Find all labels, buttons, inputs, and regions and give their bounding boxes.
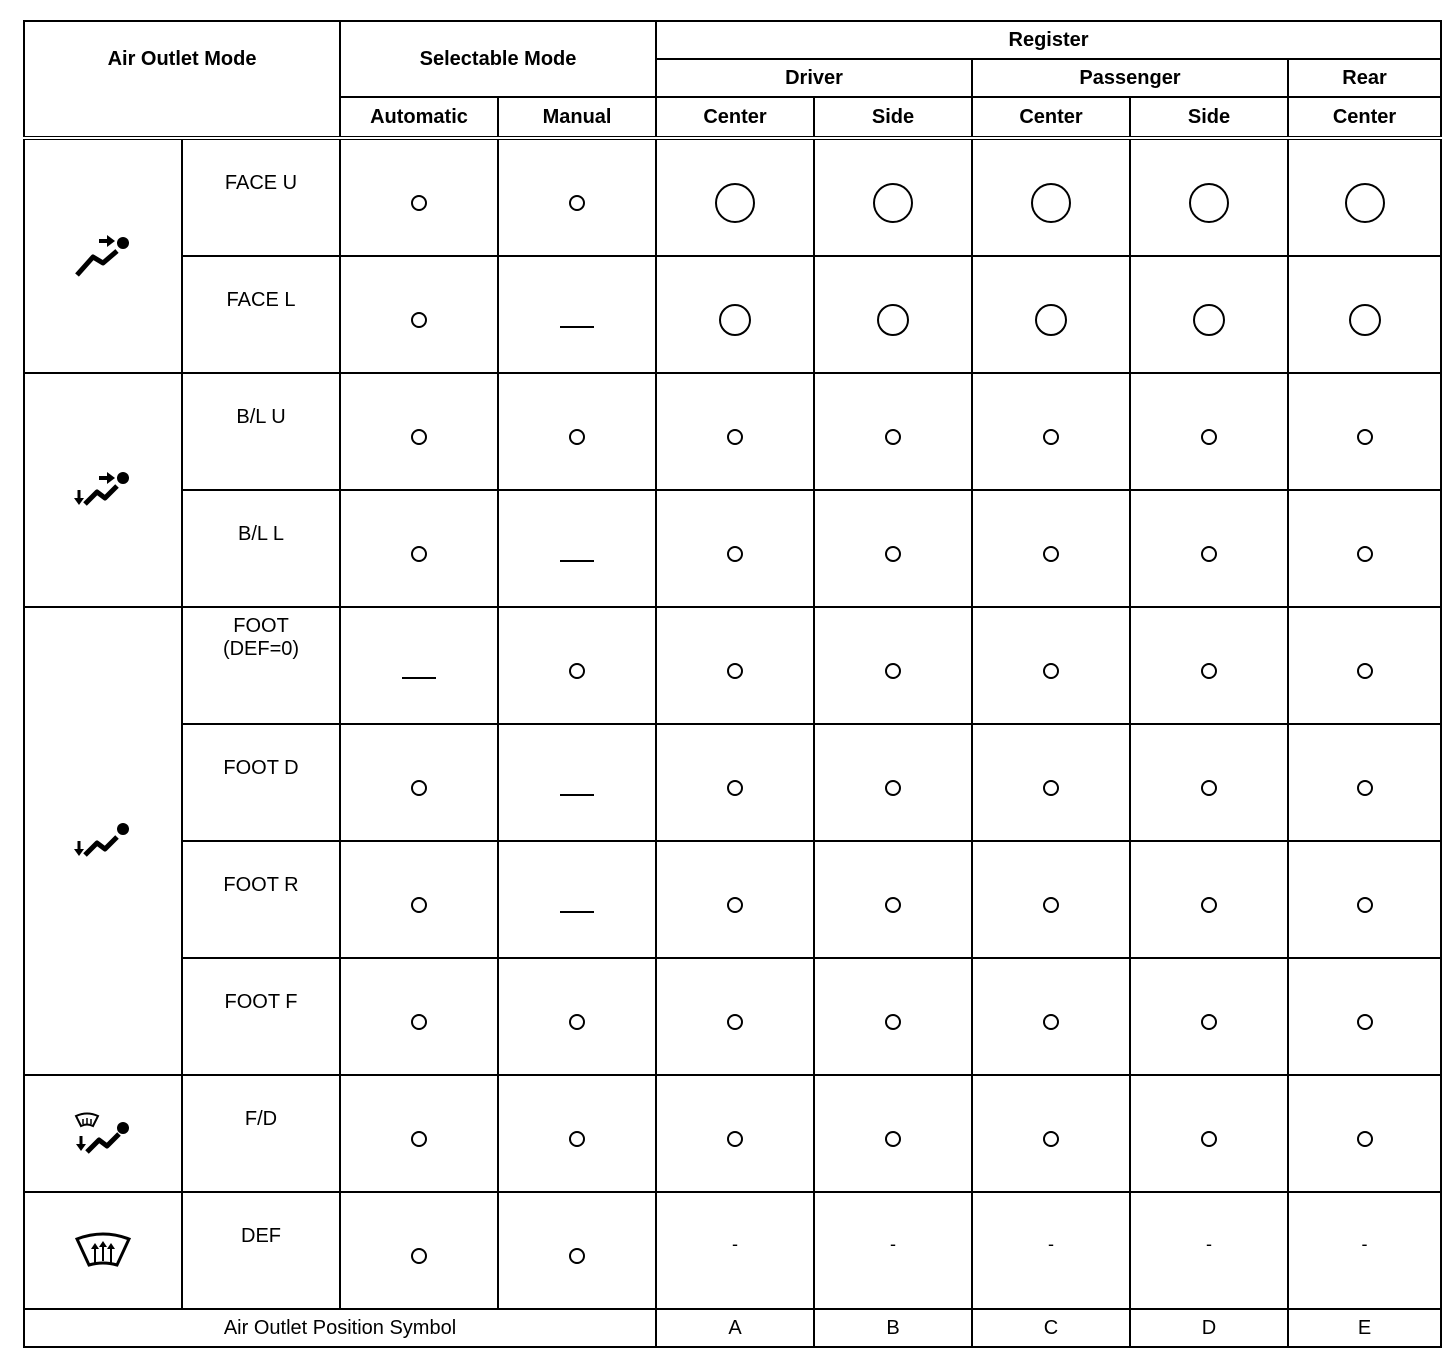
dash-symbol (402, 677, 436, 679)
small-circle-symbol (569, 1131, 585, 1147)
small-circle-symbol (885, 429, 901, 445)
small-circle-symbol (411, 1248, 427, 1264)
small-circle-symbol (727, 663, 743, 679)
cell (656, 841, 814, 958)
cell (1130, 373, 1288, 490)
cell (498, 1192, 656, 1309)
cell (972, 958, 1130, 1075)
cell (656, 1192, 814, 1309)
cell (814, 138, 972, 256)
cell (1288, 138, 1441, 256)
header-driver-center: Center (656, 97, 814, 138)
cell (656, 1075, 814, 1192)
header-air-outlet-mode: Air Outlet Mode (24, 21, 340, 97)
cell (972, 1075, 1130, 1192)
cell (814, 373, 972, 490)
cell (814, 1192, 972, 1309)
cell (972, 256, 1130, 373)
cell (814, 724, 972, 841)
header-driver: Driver (656, 59, 972, 97)
cell (1130, 607, 1288, 724)
cell (340, 841, 498, 958)
mode-label: FOOT R (182, 841, 340, 958)
table-row (24, 958, 1441, 1075)
cell (1288, 373, 1441, 490)
cell (656, 607, 814, 724)
table-row (24, 256, 1441, 373)
not-applicable-symbol: - (1361, 1234, 1368, 1254)
dash-symbol (560, 794, 594, 796)
cell (1130, 1192, 1288, 1309)
cell (814, 607, 972, 724)
mode-label-line2: (DEF=0) (222, 637, 300, 660)
cell (656, 256, 814, 373)
cell (498, 490, 656, 607)
small-circle-symbol (411, 546, 427, 562)
foot-defrost-icon (24, 1075, 182, 1192)
small-circle-symbol (727, 897, 743, 913)
cell (498, 607, 656, 724)
small-circle-symbol (1043, 429, 1059, 445)
small-circle-symbol (569, 429, 585, 445)
position-symbol: E (1288, 1309, 1441, 1347)
small-circle-symbol (885, 663, 901, 679)
position-symbol: D (1130, 1309, 1288, 1347)
small-circle-symbol (569, 663, 585, 679)
header-passenger-side: Side (1130, 97, 1288, 138)
large-circle-symbol (877, 304, 909, 336)
not-applicable-symbol: - (1206, 1234, 1213, 1254)
cell (814, 1075, 972, 1192)
cell (656, 490, 814, 607)
cell (1288, 1192, 1441, 1309)
small-circle-symbol (411, 195, 427, 211)
header-automatic: Automatic (340, 97, 498, 138)
small-circle-symbol (1043, 1131, 1059, 1147)
cell (498, 1075, 656, 1192)
small-circle-symbol (1357, 429, 1373, 445)
cell (814, 490, 972, 607)
dash-symbol (560, 911, 594, 913)
mode-label: B/L U (182, 373, 340, 490)
small-circle-symbol (727, 780, 743, 796)
cell (972, 373, 1130, 490)
cell (1288, 1075, 1441, 1192)
cell (972, 724, 1130, 841)
cell (340, 958, 498, 1075)
header-selectable-mode: Selectable Mode (340, 21, 656, 97)
mode-label-line1: FOOT (233, 614, 289, 637)
cell (340, 724, 498, 841)
small-circle-symbol (411, 1131, 427, 1147)
mode-label: B/L L (182, 490, 340, 607)
large-circle-symbol (1031, 183, 1071, 223)
table-row (24, 607, 1441, 724)
table-row (24, 841, 1441, 958)
cell (1130, 490, 1288, 607)
cell (1288, 607, 1441, 724)
position-symbol-label: Air Outlet Position Symbol (24, 1309, 656, 1347)
small-circle-symbol (1357, 1014, 1373, 1030)
cell (498, 841, 656, 958)
large-circle-symbol (715, 183, 755, 223)
header-rear-center: Center (1288, 97, 1441, 138)
cell (1130, 724, 1288, 841)
large-circle-symbol (1035, 304, 1067, 336)
cell (340, 1192, 498, 1309)
small-circle-symbol (411, 1014, 427, 1030)
cell (1130, 958, 1288, 1075)
cell (814, 841, 972, 958)
small-circle-symbol (1357, 663, 1373, 679)
cell (340, 373, 498, 490)
cell (1130, 1075, 1288, 1192)
header-register: Register (656, 21, 1441, 59)
table-row (24, 724, 1441, 841)
header-driver-side: Side (814, 97, 972, 138)
table-row (24, 373, 1441, 490)
small-circle-symbol (569, 1014, 585, 1030)
cell (340, 256, 498, 373)
small-circle-symbol (1201, 1014, 1217, 1030)
large-circle-symbol (1189, 183, 1229, 223)
position-symbol: B (814, 1309, 972, 1347)
small-circle-symbol (1043, 546, 1059, 562)
cell (656, 724, 814, 841)
small-circle-symbol (1201, 546, 1217, 562)
cell (1130, 841, 1288, 958)
small-circle-symbol (727, 546, 743, 562)
table-row (24, 138, 1441, 256)
small-circle-symbol (411, 897, 427, 913)
air-outlet-table (23, 20, 1442, 1348)
small-circle-symbol (1357, 897, 1373, 913)
cell (814, 256, 972, 373)
small-circle-symbol (1357, 1131, 1373, 1147)
small-circle-symbol (1043, 1014, 1059, 1030)
small-circle-symbol (1357, 546, 1373, 562)
cell (340, 607, 498, 724)
cell (1288, 841, 1441, 958)
cell (656, 373, 814, 490)
cell (972, 490, 1130, 607)
cell (656, 138, 814, 256)
position-symbol: A (656, 1309, 814, 1347)
table-row (24, 1192, 1441, 1309)
cell (1288, 256, 1441, 373)
small-circle-symbol (727, 429, 743, 445)
position-symbol-row (24, 1309, 1441, 1347)
small-circle-symbol (1043, 780, 1059, 796)
small-circle-symbol (885, 1131, 901, 1147)
mode-label: FACE U (182, 138, 340, 256)
small-circle-symbol (411, 312, 427, 328)
small-circle-symbol (1201, 897, 1217, 913)
face-vent-icon (24, 138, 182, 373)
cell (498, 256, 656, 373)
small-circle-symbol (1201, 780, 1217, 796)
cell (972, 607, 1130, 724)
small-circle-symbol (569, 1248, 585, 1264)
cell (498, 724, 656, 841)
small-circle-symbol (885, 1014, 901, 1030)
windshield-defrost-icon (24, 1192, 182, 1309)
header-manual: Manual (498, 97, 656, 138)
small-circle-symbol (411, 429, 427, 445)
cell (1130, 256, 1288, 373)
mode-label: F/D (182, 1075, 340, 1192)
not-applicable-symbol: - (890, 1234, 897, 1254)
small-circle-symbol (885, 897, 901, 913)
table-row (24, 490, 1441, 607)
table-row (24, 1075, 1441, 1192)
header-passenger: Passenger (972, 59, 1288, 97)
small-circle-symbol (727, 1014, 743, 1030)
mode-label: DEF (182, 1192, 340, 1309)
cell (972, 1192, 1130, 1309)
large-circle-symbol (719, 304, 751, 336)
cell (340, 138, 498, 256)
cell (1288, 724, 1441, 841)
header-blank (24, 97, 340, 138)
cell (1288, 490, 1441, 607)
large-circle-symbol (1345, 183, 1385, 223)
mode-label: FOOT D (182, 724, 340, 841)
cell (972, 138, 1130, 256)
small-circle-symbol (569, 195, 585, 211)
bilevel-vent-icon (24, 373, 182, 607)
large-circle-symbol (1349, 304, 1381, 336)
cell (498, 138, 656, 256)
cell (814, 958, 972, 1075)
cell (498, 373, 656, 490)
position-symbol: C (972, 1309, 1130, 1347)
cell (656, 958, 814, 1075)
dash-symbol (560, 326, 594, 328)
mode-label (182, 607, 340, 724)
cell (498, 958, 656, 1075)
small-circle-symbol (1043, 897, 1059, 913)
not-applicable-symbol: - (732, 1234, 739, 1254)
small-circle-symbol (1201, 429, 1217, 445)
small-circle-symbol (1201, 1131, 1217, 1147)
small-circle-symbol (1201, 663, 1217, 679)
cell (340, 490, 498, 607)
small-circle-symbol (885, 780, 901, 796)
small-circle-symbol (1043, 663, 1059, 679)
small-circle-symbol (411, 780, 427, 796)
small-circle-symbol (727, 1131, 743, 1147)
cell (1288, 958, 1441, 1075)
cell (972, 841, 1130, 958)
mode-label: FACE L (182, 256, 340, 373)
header-rear: Rear (1288, 59, 1441, 97)
dash-symbol (560, 560, 594, 562)
not-applicable-symbol: - (1048, 1234, 1055, 1254)
small-circle-symbol (1357, 780, 1373, 796)
mode-label: FOOT F (182, 958, 340, 1075)
header-passenger-center: Center (972, 97, 1130, 138)
cell (340, 1075, 498, 1192)
foot-vent-icon (24, 607, 182, 1075)
large-circle-symbol (1193, 304, 1225, 336)
cell (1130, 138, 1288, 256)
small-circle-symbol (885, 546, 901, 562)
large-circle-symbol (873, 183, 913, 223)
